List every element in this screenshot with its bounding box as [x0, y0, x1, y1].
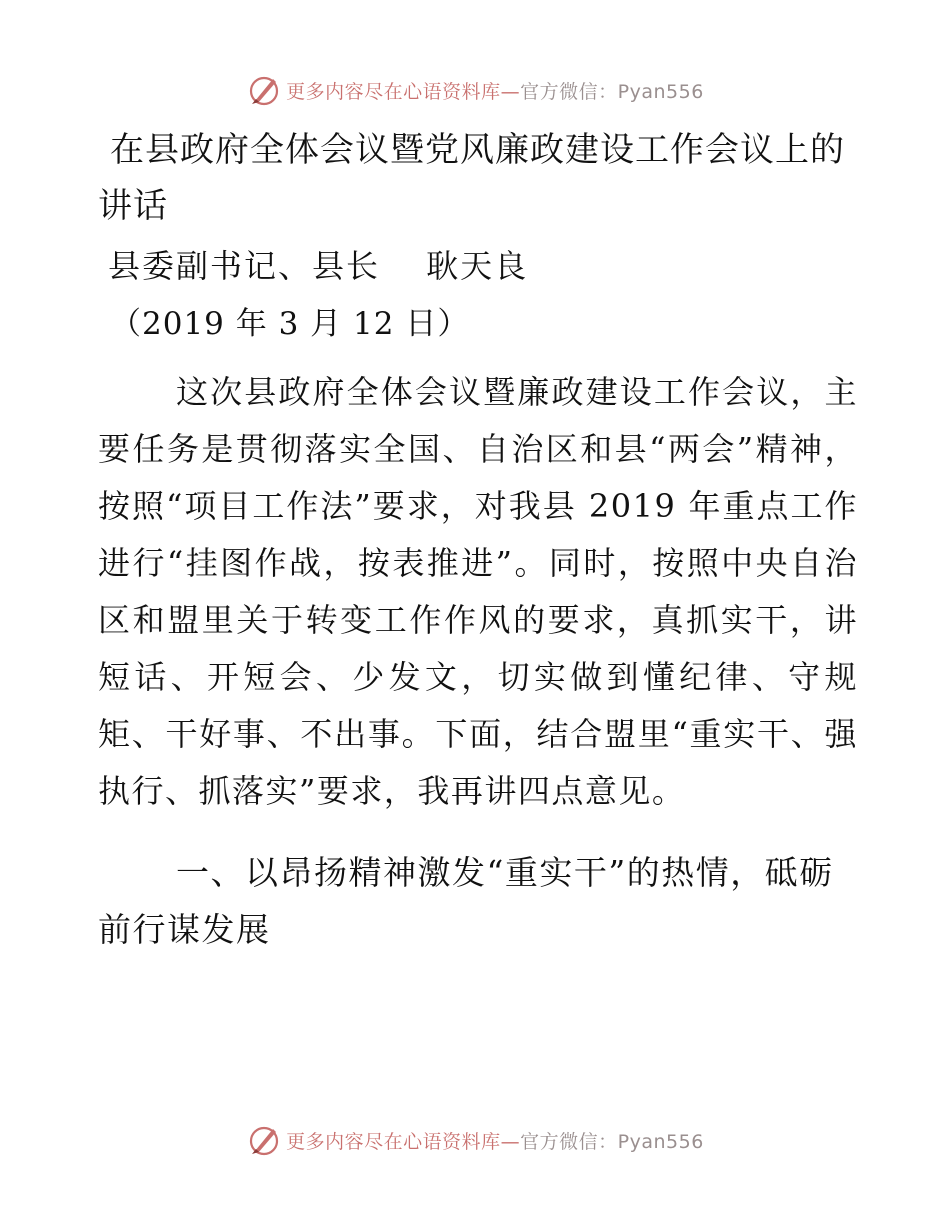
document-byline: 县委副书记、县长 耿天良: [108, 247, 529, 285]
document-date: （2019 年 3 月 12 日）: [110, 306, 470, 342]
watermark-header: [0, 70, 950, 110]
watermark-text: 更多内容尽在心语资料库—官方微信：Pyan556: [286, 80, 704, 103]
document-body: [98, 122, 858, 958]
section-heading: 一、以昂扬精神激发“重实干”的热情，砥砺前行谋发展: [98, 853, 834, 949]
pen-logo-icon: [246, 1122, 282, 1158]
intro-paragraph: 这次县政府全体会议暨廉政建设工作会议，主要任务是贯彻落实全国、自治区和县“两会”精神，按照“项目工作法”要求，对我县 2019 年重点工作进行“挂图作战，按表推进”。同时，按照中央自治区和盟里关于转变工作作风的要求，真抓实干，讲短话、开短会、少发文，切实做到懂纪律、守规矩、干好事、不出事。下面，结合盟里“重实干、强执行、抓落实”要求，我再讲四点意见。: [98, 373, 858, 810]
watermark-text: 更多内容尽在心语资料库—官方微信：Pyan556: [286, 1130, 704, 1153]
document-title: 在县政府全体会议暨党风廉政建设工作会议上的讲话: [98, 130, 845, 226]
watermark-footer: [0, 1120, 950, 1160]
pen-logo-icon: [246, 72, 282, 108]
